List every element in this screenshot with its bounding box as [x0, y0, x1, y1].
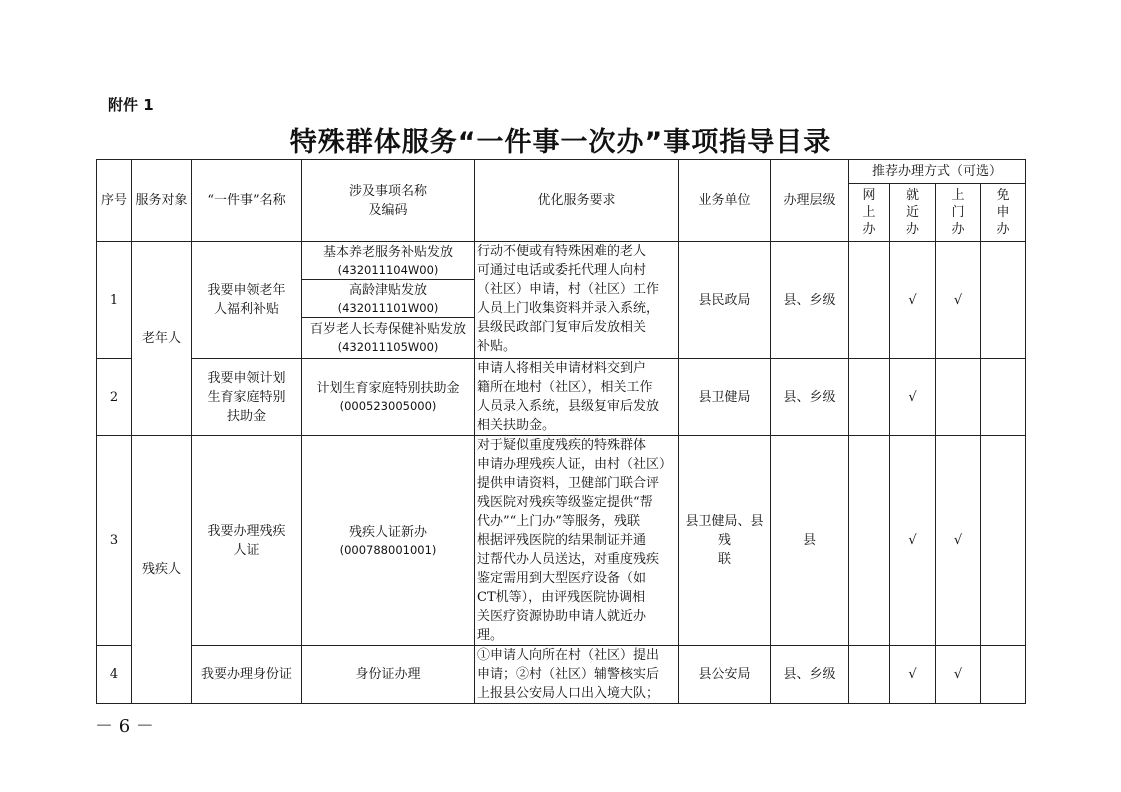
- page-number: － 6 －: [95, 716, 154, 737]
- row-3-seq: 3: [97, 436, 132, 646]
- row-1-req-line-1: 行动不便或有特殊困难的老人: [477, 244, 647, 259]
- row-4-req-line-1: ①申请人向所在村（社区）提出: [477, 648, 660, 663]
- table-row: [97, 242, 1026, 280]
- row-4-online: [849, 646, 890, 704]
- row-3-req-line-4: 残医院对残疾等级鉴定提供“帮: [477, 495, 653, 510]
- row-3-door: √: [936, 436, 981, 646]
- row-2-name-line-3: 扶助金: [226, 408, 266, 424]
- row-1-seq: 1: [97, 242, 132, 359]
- row-4-level: 县、乡级: [771, 646, 849, 704]
- row-2-name-line-2: 生育家庭特别: [207, 389, 286, 405]
- row-3-req-line-8: 鉴定需用到大型医疗设备（如: [477, 571, 647, 586]
- row-1-item-1-name: 基本养老服务补贴发放: [322, 244, 453, 260]
- row-1-req-line-2: 可通过电话或委托代理人向村: [477, 263, 647, 278]
- row-2-unit: 县卫健局: [679, 359, 771, 436]
- row-3-req-line-6: 根据评残医院的结果制证并通: [477, 533, 647, 548]
- header-online-char-3: 办: [862, 222, 876, 237]
- header-items-line-1: 涉及事项名称: [348, 183, 427, 199]
- header-door-char-2: 门: [951, 205, 965, 220]
- row-3-unit-line-1: 县卫健局、县残: [685, 514, 764, 548]
- row-1-item-3-code: (432011105W00): [337, 340, 439, 354]
- header-requirements: 优化服务要求: [475, 160, 679, 242]
- row-2-online: [849, 359, 890, 436]
- header-method-nearby: [890, 184, 936, 242]
- row-3-req-line-2: 申请办理残疾人证，由村（社区）: [477, 457, 673, 472]
- row-2-level: 县、乡级: [771, 359, 849, 436]
- header-exempt-char-2: 申: [996, 205, 1010, 220]
- row-4-name: 我要办理身份证: [192, 646, 302, 704]
- row-1-req-line-6: 补贴。: [477, 339, 517, 354]
- header-seq: 序号: [97, 160, 132, 242]
- row-2-item: [302, 359, 475, 436]
- header-level: 办理层级: [771, 160, 849, 242]
- header-online-char-2: 上: [862, 205, 876, 220]
- row-3-level: 县: [771, 436, 849, 646]
- header-method-exempt: [981, 184, 1026, 242]
- row-1-item-2: [302, 280, 475, 318]
- row-1-exempt: [981, 242, 1026, 359]
- row-3-req-line-5: 代办”“上门办”等服务，残联: [477, 514, 640, 529]
- row-1-item-2-code: (432011101W00): [337, 300, 439, 315]
- row-1-req-line-3: （社区）申请，村（社区）工作: [477, 282, 660, 297]
- header-unit: 业务单位: [679, 160, 771, 242]
- row-2-item-code: (000523005000): [339, 399, 437, 413]
- header-items-line-2: 及编码: [368, 202, 408, 218]
- row-1-item-2-name: 高龄津贴发放: [348, 282, 427, 298]
- header-row-1: [97, 160, 1026, 184]
- row-2-exempt: [981, 359, 1026, 436]
- target-disabled: 残疾人: [132, 436, 192, 704]
- row-3-item: [302, 436, 475, 646]
- header-nearby-char-1: 就: [905, 188, 919, 203]
- row-1-requirements: [475, 242, 679, 359]
- header-door-char-1: 上: [951, 188, 965, 203]
- row-1-level: 县、乡级: [771, 242, 849, 359]
- row-3-req-line-1: 对于疑似重度残疾的特殊群体: [477, 438, 647, 453]
- header-nearby-char-3: 办: [905, 222, 919, 237]
- row-3-online: [849, 436, 890, 646]
- header-exempt-char-3: 办: [996, 222, 1010, 237]
- row-1-name-line-1: 我要申领老年: [207, 283, 286, 298]
- row-3-unit-line-2: 联: [717, 552, 731, 567]
- row-2-nearby: √: [890, 359, 936, 436]
- row-1-online: [849, 242, 890, 359]
- row-3-item-name: 残疾人证新办: [348, 524, 427, 540]
- row-4-requirements: [475, 646, 679, 704]
- header-methods-group: 推荐办理方式（可选）: [849, 160, 1026, 184]
- row-3-name-line-1: 我要办理残疾: [207, 523, 286, 539]
- row-1-item-1: [302, 242, 475, 280]
- table-row: [97, 436, 1026, 646]
- row-3-name-line-2: 人证: [233, 542, 260, 558]
- header-items: [302, 160, 475, 242]
- header-nearby-char-2: 近: [905, 205, 919, 220]
- page-title: 特殊群体服务“一件事一次办”事项指导目录: [289, 127, 832, 158]
- row-2-req-line-4: 相关扶助金。: [477, 418, 556, 433]
- row-1-item-1-code: (432011104W00): [337, 262, 439, 277]
- row-3-nearby: √: [890, 436, 936, 646]
- row-2-door: [936, 359, 981, 436]
- header-method-online: [849, 184, 890, 242]
- guide-table: [96, 159, 1026, 704]
- row-1-req-line-4: 人员上门收集资料并录入系统，: [477, 301, 660, 316]
- table-row: [97, 359, 1026, 436]
- row-3-req-line-3: 提供申请资料，卫健部门联合评: [477, 476, 660, 491]
- target-elderly: 老年人: [132, 242, 192, 436]
- row-3-exempt: [981, 436, 1026, 646]
- row-2-req-line-3: 人员录入系统，县级复审后发放: [477, 399, 660, 414]
- header-exempt-char-1: 免: [996, 188, 1010, 203]
- row-3-req-line-9: CT机等），由评残医院协调相: [477, 590, 646, 605]
- row-1-item-3: [302, 318, 475, 359]
- row-4-req-line-2: 申请；②村（社区）辅警核实后: [477, 667, 660, 682]
- row-2-seq: 2: [97, 359, 132, 436]
- table-row: [97, 646, 1026, 704]
- row-1-nearby: √: [890, 242, 936, 359]
- row-1-name: [192, 242, 302, 359]
- row-3-requirements: [475, 436, 679, 646]
- row-4-req-line-3: 上报县公安局人口出入境大队；: [477, 686, 660, 701]
- header-door-char-3: 办: [951, 222, 965, 237]
- header-method-door: [936, 184, 981, 242]
- header-online-char-1: 网: [862, 188, 876, 203]
- attachment-label: 附件 1: [108, 96, 154, 114]
- row-1-item-3-name: 百岁老人长寿保健补贴发放: [309, 322, 466, 337]
- row-3-req-line-11: 理。: [477, 628, 504, 643]
- row-4-exempt: [981, 646, 1026, 704]
- row-4-seq: 4: [97, 646, 132, 704]
- row-1-door: √: [936, 242, 981, 359]
- row-2-req-line-1: 申请人将相关申请材料交到户: [477, 361, 647, 376]
- row-3-name: [192, 436, 302, 646]
- row-4-item: 身份证办理: [302, 646, 475, 704]
- row-2-req-line-2: 籍所在地村（社区），相关工作: [477, 380, 653, 395]
- header-target: 服务对象: [132, 160, 192, 242]
- row-4-nearby: √: [890, 646, 936, 704]
- row-3-req-line-10: 关医疗资源协助申请人就近办: [477, 609, 647, 624]
- row-1-unit: 县民政局: [679, 242, 771, 359]
- header-name: “一件事”名称: [192, 160, 302, 242]
- row-3-req-line-7: 过帮代办人员送达，对重度残疾: [477, 552, 660, 567]
- row-2-name-line-1: 我要申领计划: [207, 370, 286, 386]
- row-1-name-line-2: 人福利补贴: [213, 302, 279, 317]
- row-2-requirements: [475, 359, 679, 436]
- row-3-unit: [679, 436, 771, 646]
- row-1-req-line-5: 县级民政部门复审后发放相关: [477, 320, 647, 335]
- row-4-door: √: [936, 646, 981, 704]
- row-2-item-name: 计划生育家庭特别扶助金: [316, 381, 460, 396]
- row-4-unit: 县公安局: [679, 646, 771, 704]
- row-3-item-code: (000788001001): [339, 542, 437, 557]
- row-2-name: [192, 359, 302, 436]
